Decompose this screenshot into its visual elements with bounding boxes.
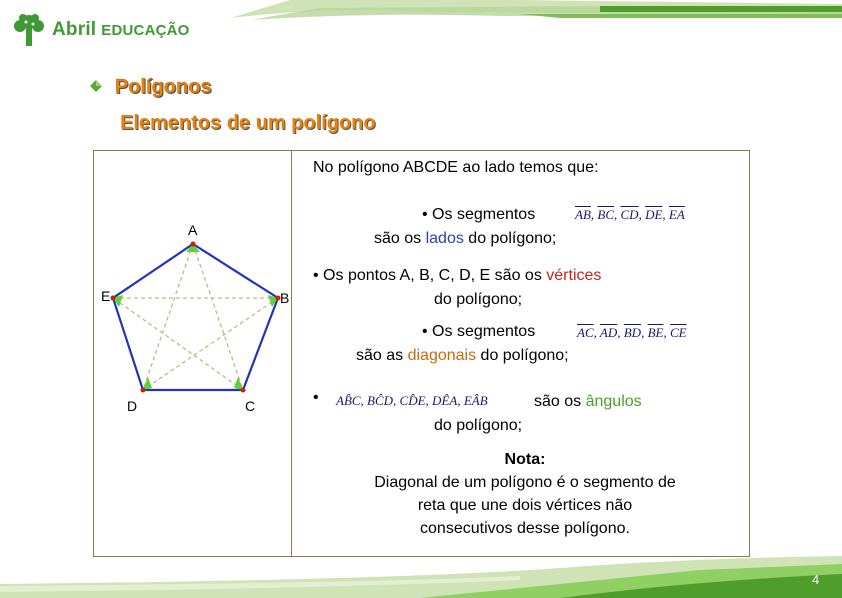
pentagon-diagonals: [113, 244, 278, 390]
brand-sub: EDUCAÇÃO: [101, 22, 190, 39]
sides-prefix: • Os segmentos: [422, 206, 536, 223]
diagonal-ce: [113, 298, 243, 390]
slide-subtitle: Elementos de um polígono: [120, 112, 376, 134]
slide-title: Polígonos: [115, 76, 212, 98]
diagonal-bd: [143, 298, 278, 390]
pentagon-figure: [100, 225, 300, 405]
sides-keyword: lados: [425, 230, 464, 247]
vertex-label-e: E: [101, 288, 111, 304]
diagonal-ad: [143, 244, 193, 390]
vertices-line1: • Os pontos A, B, C, D, E são os vértices: [313, 267, 602, 284]
vertices-line2: do polígono;: [434, 291, 523, 308]
tree-icon: [10, 12, 48, 48]
diagonal-segments: $\overline{AC}$, $\overline{AD}$, $\overline{BD}$, $\overline{BE}$, $\overline{CE}$: [577, 325, 687, 340]
intro-text: No polígono ABCDE ao lado temos que:: [313, 159, 599, 176]
vertex-dot-a: [191, 242, 196, 247]
note-line-2: reta que une dois vértices não: [417, 497, 633, 514]
diamond-bullet-icon: [90, 80, 102, 92]
vertex-label-c: C: [245, 398, 256, 414]
vertex-label-a: A: [188, 222, 198, 238]
vertex-dot-c: [241, 388, 246, 393]
diagonals-prefix: • Os segmentos: [422, 323, 536, 340]
page-number: 4: [812, 572, 820, 587]
sides-line2: são os lados do polígono;: [374, 230, 557, 247]
diagonal-ac: [193, 244, 243, 390]
diagonals-keyword: diagonais: [407, 347, 477, 364]
vertex-label-d: D: [127, 398, 138, 414]
note-line-3: consecutivos desse polígono.: [420, 520, 630, 537]
diagonals-line2: são as diagonais do polígono;: [356, 347, 569, 364]
vertices-keyword: vértices: [546, 267, 602, 284]
angles-line2: do polígono;: [434, 417, 523, 434]
note-heading: Nota:: [504, 451, 546, 468]
note-line-1: Diagonal de um polígono é o segmento de: [374, 474, 676, 491]
vertex-label-b: B: [280, 290, 290, 306]
vertex-dot-e: [111, 296, 116, 301]
pentagon-sides: [113, 244, 278, 390]
angle-markers: [113, 244, 278, 390]
vertex-dot-d: [141, 388, 146, 393]
sides-segments: $\overline{AB}$, $\overline{BC}$, $\overline{CD}$, $\overline{DE}$, $\overline{EA}$: [575, 207, 685, 222]
angles-line1: são os ângulos: [534, 393, 642, 410]
note-block: [305, 448, 745, 540]
angle-list: AB̂C, BĈD, CD̂E, DÊA, EÂB: [336, 393, 488, 408]
footer-band: [0, 548, 842, 598]
angles-bullet: •: [313, 389, 319, 406]
brand-name: Abril: [52, 19, 97, 40]
abril-educacao-logo: [10, 12, 190, 48]
angles-keyword: ângulos: [585, 393, 642, 410]
